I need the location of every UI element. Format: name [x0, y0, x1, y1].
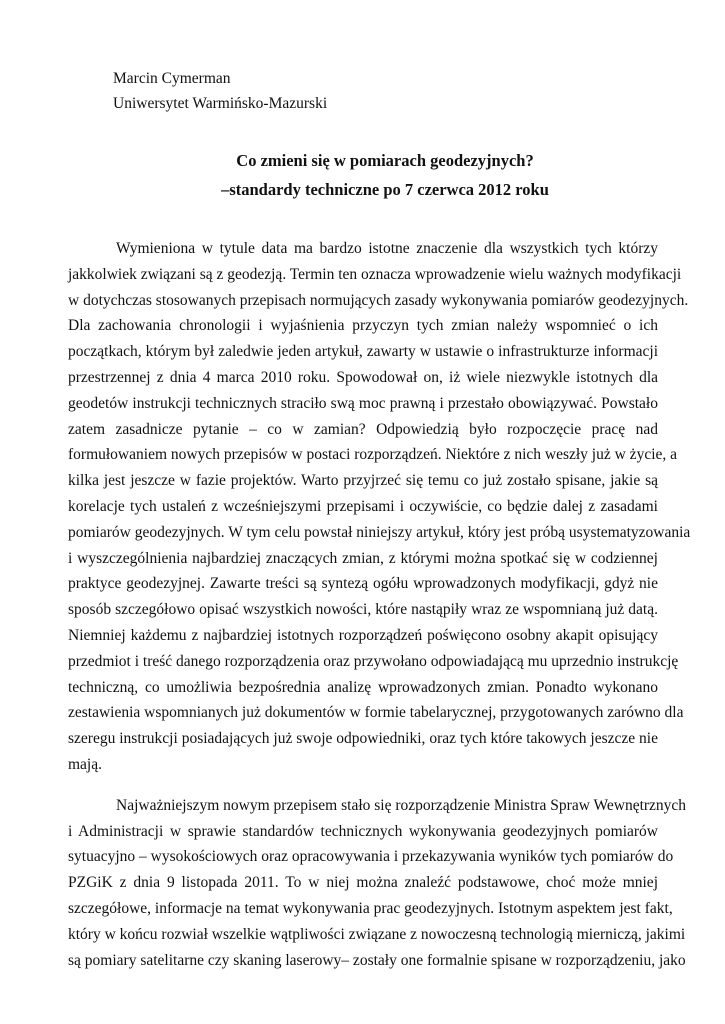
text-line: pomiarów geodezyjnych. W tym celu powstał niniejszy artykuł, który jest próbą usystematyzowania — [68, 523, 691, 541]
author-affiliation: Uniwersytet Warmińsko-Mazurski — [113, 95, 328, 112]
text-line: i Administracji w sprawie standardów technicznych wykonywania geodezyjnych pomiarów — [68, 822, 658, 840]
document-body — [68, 236, 691, 973]
text-line: praktyce geodezyjnej. Zawarte treści są syntezą ogółu wprowadzonych modyfikacji, gdyż nie — [68, 575, 658, 593]
text-line: formułowaniem nowych przepisów w postaci rozporządzeń. Niektóre z nich weszły już w życie, a — [68, 446, 678, 464]
text-line: przestrzennej z dnia 4 marca 2010 roku. Spowodował on, iż wiele niezwykle istotnych dla — [68, 368, 658, 386]
paragraph — [68, 793, 687, 974]
title-line-2: –standardy techniczne po 7 czerwca 2012 roku — [221, 180, 549, 199]
document-title — [70, 146, 700, 204]
text-line: korelacje tych ustaleń z wcześniejszymi przepisami i oczywiście, co będzie dalej z zasadami — [68, 497, 658, 515]
paragraph-gap — [68, 778, 658, 793]
text-line: techniczną, co umożliwia bezpośrednia analizę wprowadzonych zmian. Ponadto wykonano — [68, 678, 658, 696]
text-line: mają. — [68, 755, 102, 773]
text-line: który w końcu rozwiał wszelkie wątpliwości związane z nowoczesną technologią mierniczą, jakimi — [68, 925, 686, 943]
text-line: zatem zasadnicze pytanie – co w zamian? Odpowiedzią było rozpoczęcie pracę nad — [68, 420, 658, 438]
paragraph — [68, 236, 691, 778]
text-line: zestawienia wspomnianych już dokumentów w formie tabelarycznej, przygotowanych zarówno dla — [68, 704, 684, 722]
text-line: Wymieniona w tytule data ma bardzo istotne znaczenie dla wszystkich tych którzy — [116, 240, 658, 257]
text-line: początkach, którym był zaledwie jeden artykuł, zawarty w ustawie o infrastrukturze informacji — [68, 343, 658, 361]
text-line: Dla zachowania chronologii i wyjaśnienia przyczyn tych zmian należy wspomnieć o ich — [68, 317, 658, 335]
text-line: jakkolwiek związani są z geodezją. Termin ten oznacza wprowadzenie wielu ważnych modyfikacji — [68, 265, 682, 283]
text-line: i wyszczególnienia najbardziej znaczących zmian, z którymi można spotkać się w codziennej — [68, 549, 658, 567]
author-name: Marcin Cymerman — [113, 70, 231, 87]
text-line: przedmiot i treść danego rozporządzenia oraz przywołano odpowiadającą mu uprzednio instrukcję — [68, 652, 679, 670]
text-line: Niemniej każdemu z najbardziej istotnych rozporządzeń poświęcono osobny akapit opisujący — [68, 626, 658, 644]
text-line: są pomiary satelitarne czy skaning laserowy– zostały one formalnie spisane w rozporządzeniu, jako — [68, 951, 686, 969]
text-line: szeregu instrukcji posiadających już swoje odpowiedniki, oraz tych które takowych jeszcze nie — [68, 730, 658, 748]
text-line: kilka jest jeszcze w fazie projektów. Warto przyjrzeć się temu co już zostało spisane, jakie są — [68, 472, 658, 490]
text-line: sytuacyjno – wysokościowych oraz opracowywania i przekazywania wyników tych pomiarów do — [68, 848, 674, 866]
text-line: PZGiK z dnia 9 listopada 2011. To w niej można znaleźć podstawowe, choć może mniej — [68, 874, 658, 892]
title-line-1: Co zmieni się w pomiarach geodezyjnych? — [236, 151, 534, 170]
text-line: sposób szczegółowo opisać wszystkich nowości, które nastąpiły wraz ze wspomnianą już datą. — [68, 601, 658, 619]
author-block — [113, 66, 327, 116]
text-line: szczegółowe, informacje na temat wykonywania prac geodezyjnych. Istotnym aspektem jest fakt, — [68, 899, 673, 917]
text-line: w dotychczas stosowanych przepisach normujących zasady wykonywania pomiarów geodezyjnych. — [68, 291, 689, 309]
text-line: geodetów instrukcji technicznych straciło swą moc prawną i przestało obowiązywać. Powstało — [68, 394, 658, 412]
text-line: Najważniejszym nowym przepisem stało się rozporządzenie Ministra Spraw Wewnętrznych — [116, 796, 687, 814]
